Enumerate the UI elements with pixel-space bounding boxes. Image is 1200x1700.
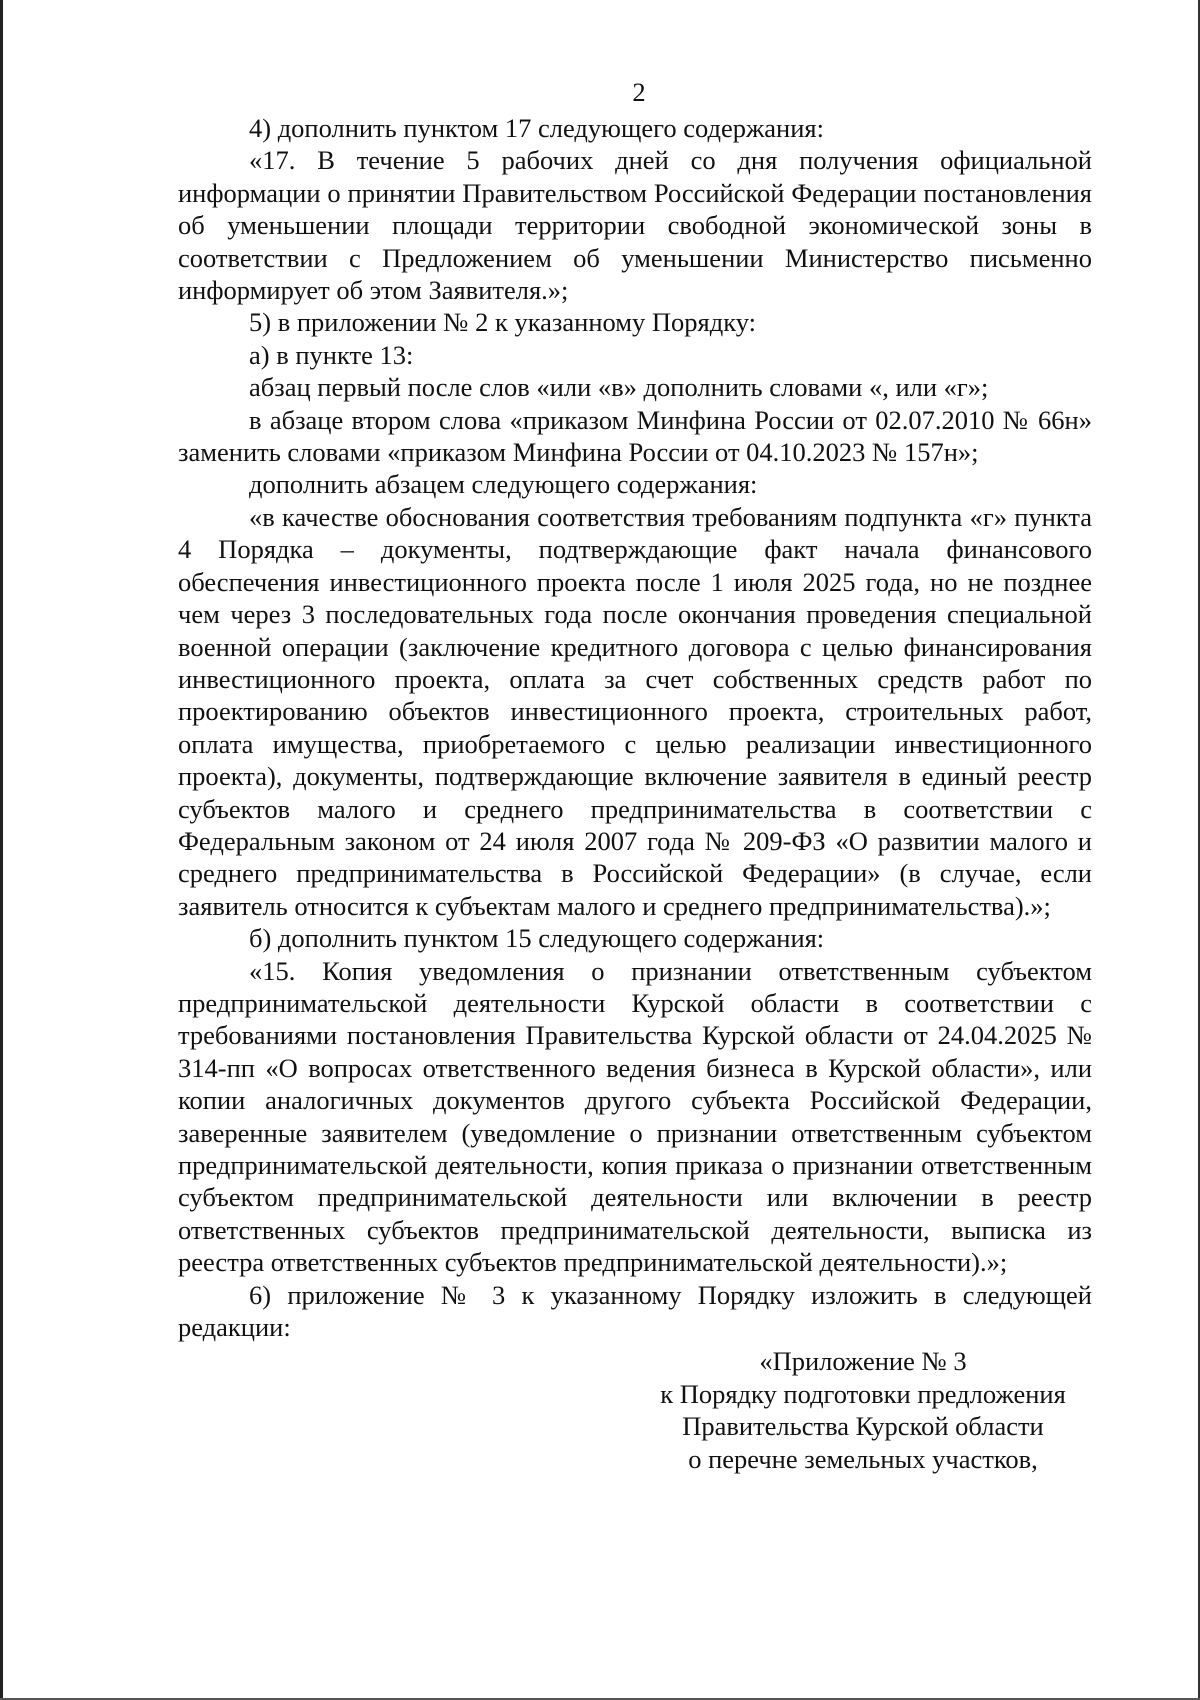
appendix-header-line: «Приложение № 3 (759, 1346, 967, 1377)
paragraph-first-abzats: абзац первый после слов «или «в» дополнить словами «, или «г»; (249, 372, 989, 403)
appendix-header-line: о перечне земельных участков, (688, 1443, 1038, 1474)
paragraph-subitem-b: б) дополнить пунктом 15 следующего содержания: (249, 923, 825, 954)
paragraph-point-17: «17. В течение 5 рабочих дней со дня получения официальной информации о принятии Правительством Российской Федерации постановления об уменьшении площади территории свободной экономической зоны в соответствии с Предложением об уменьшении Министерство письменно информирует об этом Заявителя.»; (178, 145, 1092, 306)
paragraph-subitem-a: а) в пункте 13: (249, 339, 414, 370)
document-page (178, 72, 1092, 1475)
appendix-header-line: к Порядку подготовки предложения (660, 1378, 1066, 1409)
paragraph-item-6: 6) приложение № 3 к указанному Порядку изложить в следующей редакции: (178, 1279, 1092, 1343)
paragraph-add-abzats: дополнить абзацем следующего содержания: (249, 469, 758, 500)
page-number: 2 (632, 77, 646, 107)
paragraph-item-4: 4) дополнить пунктом 17 следующего содержания: (249, 113, 824, 143)
paragraph-justification-text: «в качестве обоснования соответствия требованиям подпункта «г» пункта 4 Порядка – документы, подтверждающие факт начала финансового обеспечения инвестиционного проекта после 1 июля 2025 года, но не позднее чем через 3 последовательных года после окончания проведения специальной военной операции (заключение кредитного договора с целью финансирования инвестиционного проекта, оплата за счет собственных средств работ по проектированию объектов инвестиционного проекта, строительных работ, оплата имущества, приобретаемого с целью реализации инвестиционного проекта), документы, подтверждающие включение заявителя в единый реестр субъектов малого и среднего предпринимательства в соответствии с Федеральным законом от 24 июля 2007 года № 209-ФЗ «О развитии малого и среднего предпринимательства в Российской Федерации» (в случае, если заявитель относится к субъектам малого и среднего предпринимательства).»; (178, 501, 1092, 921)
scan-edge-left (0, 0, 3, 1700)
paragraph-second-abzats: в абзаце втором слова «приказом Минфина России от 02.07.2010 № 66н» заменить словами «приказом Минфина России от 04.10.2023 № 157н»; (178, 404, 1092, 468)
paragraph-point-15: «15. Копия уведомления о признании ответственным субъектом предпринимательской деятельности Курской области в соответствии с требованиями постановления Правительства Курской области от 24.04.2025 № 314-пп «О вопросах ответственного ведения бизнеса в Курской области», или копии аналогичных документов другого субъекта Российской Федерации, заверенные заявителем (уведомление о признании ответственным субъектом предпринимательской деятельности, копия приказа о признании ответственным субъектом предпринимательской деятельности или включении в реестр ответственных субъектов предпринимательской деятельности, выписка из реестра ответственных субъектов предпринимательской деятельности).»; (178, 955, 1092, 1278)
appendix-header-line: Правительства Курской области (682, 1411, 1044, 1442)
appendix-header (633, 1345, 1093, 1475)
paragraph-item-5: 5) в приложении № 2 к указанному Порядку: (249, 307, 756, 338)
